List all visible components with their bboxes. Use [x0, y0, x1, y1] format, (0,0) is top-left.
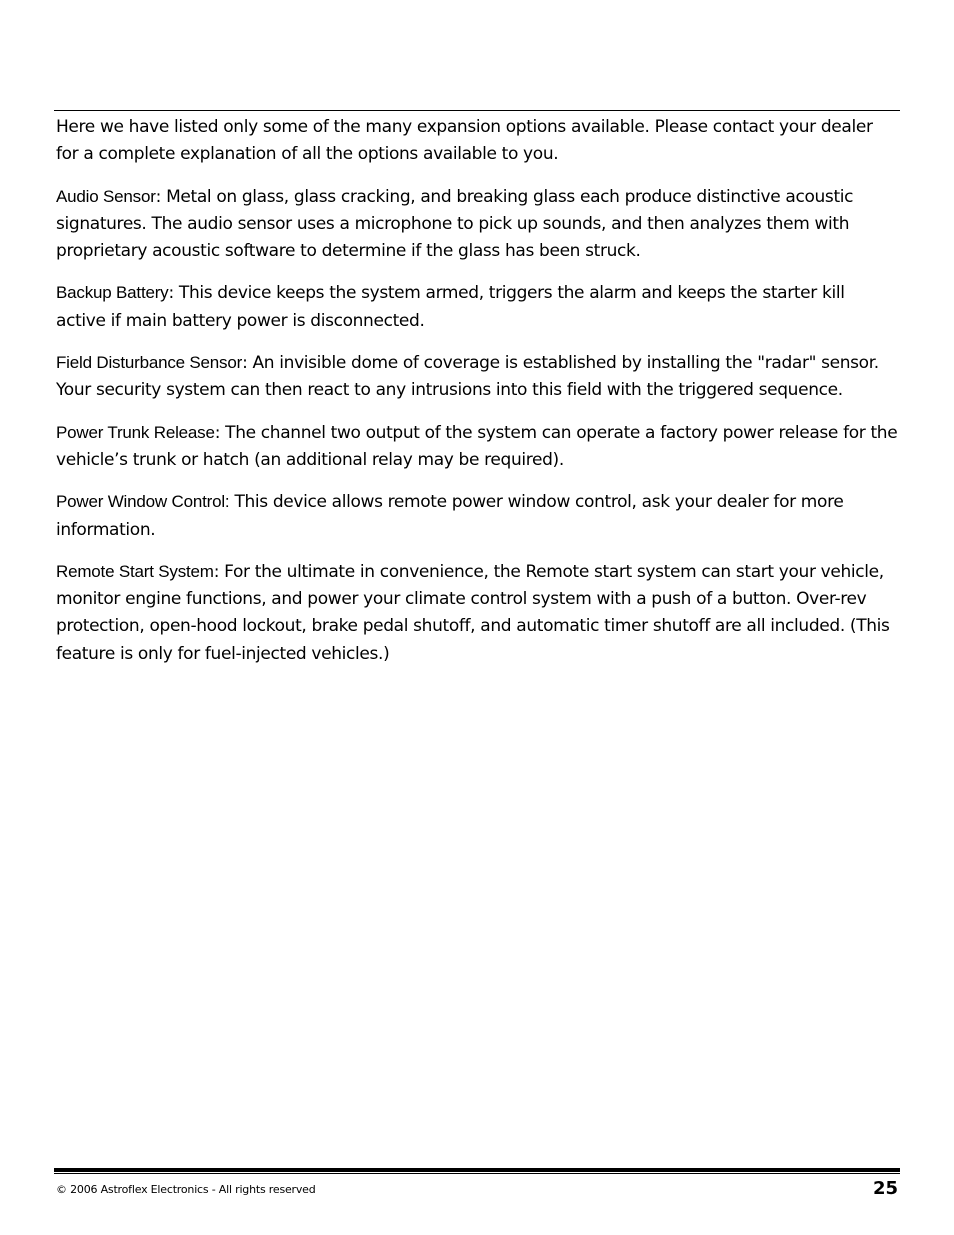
option-term: Remote Start System	[56, 561, 214, 581]
option-remote-start-system	[56, 558, 898, 668]
option-description: : Metal on glass, glass cracking, and breaking glass each produce distinctive acoustic signatures. The audio sensor uses a microphone to pick up sounds, and then analyzes them with proprietary acoustic software to determine if the glass has been struck.	[56, 186, 854, 262]
option-term: Audio Sensor	[56, 186, 156, 206]
option-field-disturbance-sensor	[56, 349, 898, 405]
option-description: : For the ultimate in convenience, the Remote start system can start your vehicle, monitor engine functions, and power your climate control system with a push of a button. Over-rev protection, open-hood lockout, brake pedal shutoff, and automatic timer shutoff are all included. (This feature is only for fuel-injected vehicles.)	[56, 561, 890, 664]
option-description: : This device keeps the system armed, triggers the alarm and keeps the starter kill active if main battery power is disconnected.	[56, 283, 845, 331]
option-backup-battery	[56, 279, 898, 335]
footer-rule-thick	[54, 1168, 900, 1172]
document-body	[56, 114, 898, 682]
intro-paragraph: Here we have listed only some of the many expansion options available. Please contact your dealer for a complete explanation of all the options available to you.	[56, 117, 873, 165]
copyright-notice: © 2006 Astroflex Electronics - All rights reserved	[56, 1183, 316, 1196]
option-description: : An invisible dome of coverage is established by installing the "radar" sensor. Your security system can then react to any intrusions into this field with the triggered sequence.	[56, 353, 879, 401]
option-term: Field Disturbance Sensor	[56, 353, 243, 373]
option-power-trunk-release	[56, 419, 898, 475]
option-term: Backup Battery	[56, 283, 169, 303]
header-rule	[54, 110, 900, 111]
option-description: : The channel two output of the system can operate a factory power release for the vehicle’s trunk or hatch (an additional relay may be required).	[56, 422, 898, 470]
option-description: This device allows remote power window control, ask your dealer for more information.	[56, 492, 844, 540]
option-power-window-control	[56, 488, 898, 544]
option-audio-sensor	[56, 183, 898, 266]
page-number: 25	[872, 1178, 898, 1199]
option-term: Power Trunk Release	[56, 422, 215, 442]
footer-rule-thin	[54, 1173, 900, 1174]
option-term: Power Window Control:	[56, 492, 230, 512]
